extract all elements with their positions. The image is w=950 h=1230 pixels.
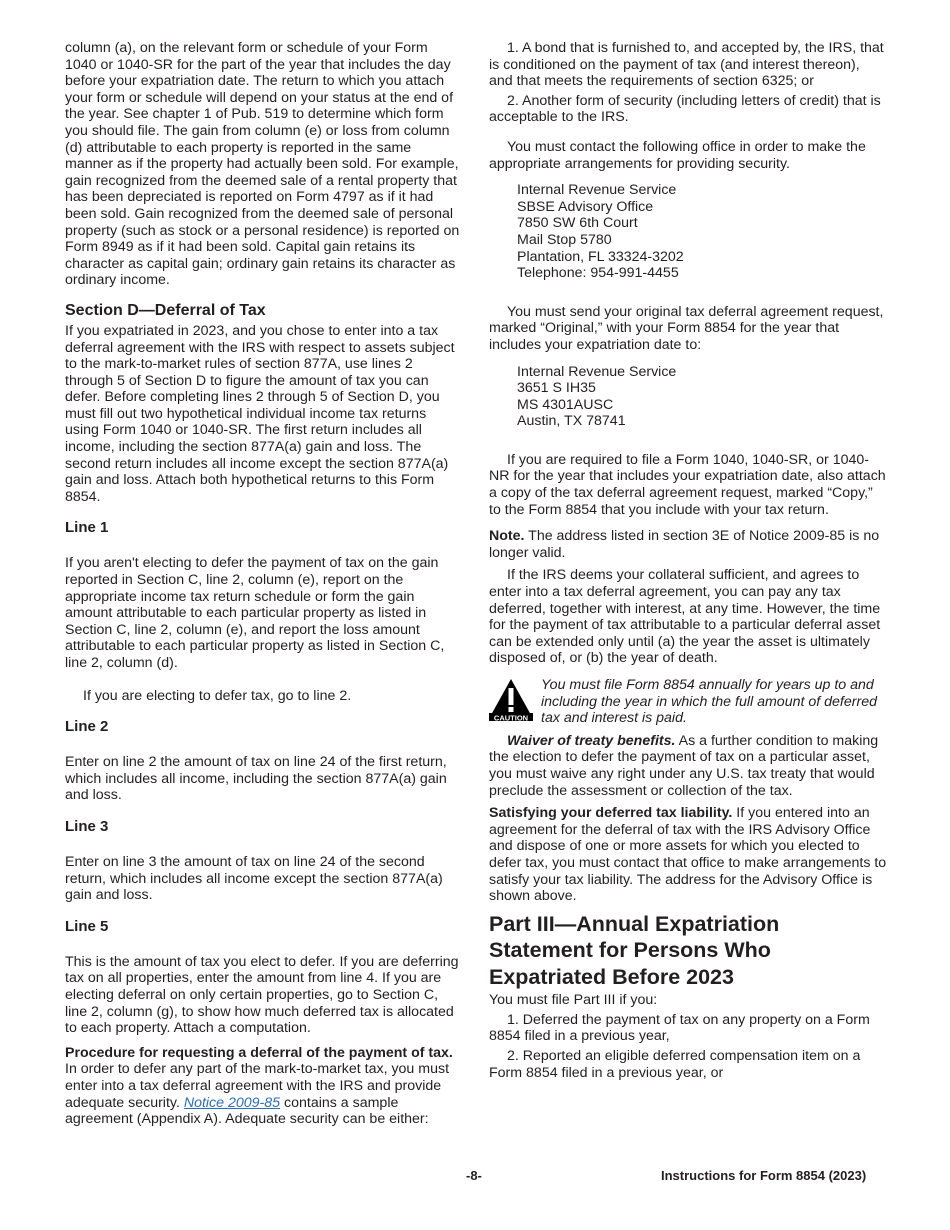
- document-title: Instructions for Form 8854 (2023): [661, 1168, 867, 1183]
- send-paragraph: You must send your original tax deferral agreement request, marked “Original,” with your Form 8854 for the year that includes your expatriation date to:: [489, 303, 884, 353]
- waiver-lead: Waiver of treaty benefits.: [507, 732, 676, 749]
- right-column: [489, 40, 887, 1087]
- required-paragraph: If you are required to file a Form 1040, 1040-SR, or 1040-NR for the year that includes your expatriation date, also attach a copy of the tax deferral agreement request, marked “Copy,” to the Form 8854 that you include with your tax return.: [489, 451, 886, 518]
- satisfy-paragraph: [489, 805, 887, 905]
- line2-paragraph: Enter on line 2 the amount of tax on line 24 of the first return, which includes all income, including the section 877A(a) gain and loss.: [65, 754, 447, 804]
- waiver-text: As a further condition to making the election to defer the payment of tax on a particular asset, you must waive any right under any U.S. tax treaty that would preclude the assessment or collection of the tax.: [489, 732, 879, 799]
- address-line: Internal Revenue Service: [517, 363, 677, 380]
- note-text: The address listed in section 3E of Notice 2009-85 is no longer valid.: [489, 528, 880, 561]
- line3-paragraph: Enter on line 3 the amount of tax on line 24 of the second return, which includes all income except the section 877A(a) gain and loss.: [65, 853, 443, 904]
- page-number: -8-: [466, 1168, 482, 1183]
- satisfy-lead: Satisfying your deferred tax liability.: [489, 805, 733, 822]
- collateral-paragraph: If the IRS deems your collateral sufficient, and agrees to enter into a tax deferral agreement, you can pay any tax deferred, together with interest, at any time. However, the time for the payment of tax attributable to a particular deferral asset can be extended only until (a) the year the asset is ultimately disposed of, or (b) the year of death.: [489, 567, 881, 667]
- satisfy-text: If you entered into an agreement for the deferral of tax with the IRS Advisory Office and dispose of one or more assets for which you elected to defer tax, you must contact that office to make arrangements to satisfy your tax liability. The address for the Advisory Office is shown above.: [489, 805, 887, 905]
- caution-text: You must file Form 8854 annually for years up to and including the year in which the full amount of deferred tax and interest is paid.: [541, 677, 877, 727]
- part3-item-1: 1. Deferred the payment of tax on any property on a Form 8854 filed in a previous year,: [489, 1011, 870, 1045]
- line1-paragraph: If you aren't electing to defer the payment of tax on the gain reported in Section C, line 2, column (e), report on the appropriate income tax return schedule or form the gain amount attributable to each particular property as listed in Section C, line 2, column (e), and report the loss amount attributable to each particular property as listed in Section C, line 2, column (d).: [65, 555, 445, 671]
- caution-label: CAUTION: [493, 713, 529, 721]
- notice-2009-85-link[interactable]: Notice 2009-85: [183, 1094, 281, 1111]
- contact-paragraph: You must contact the following office in order to make the appropriate arrangements for providing security.: [489, 138, 866, 172]
- note-lead: Note.: [489, 528, 525, 545]
- austin-address: [517, 364, 887, 430]
- address-line: Telephone: 954-991-4455: [517, 265, 679, 282]
- note-paragraph: [489, 528, 887, 561]
- left-column: [65, 40, 463, 1134]
- security-item-2: 2. Another form of security (including letters of credit) that is acceptable to the IRS.: [489, 92, 881, 126]
- line2-heading: Line 2: [65, 718, 109, 736]
- address-line: 7850 SW 6th Court: [517, 215, 638, 232]
- waiver-paragraph: [489, 733, 887, 799]
- procedure-text-1: In order to defer any part of the mark-to-market tax, you must enter into a tax deferral agreement with the IRS and provide adequate security.: [65, 1061, 450, 1111]
- intro-paragraph: column (a), on the relevant form or schedule of your Form 1040 or 1040-SR for the part of the year that includes the day before your expatriation date. The return to which you attach your form or schedule will depend on your status at the end of the year. See chapter 1 of Pub. 519 to determine which form you should file. The gain from column (e) or loss from column (d) attributable to each property is reported in the same manner as if the property had actually been sold. For example, gain recognized from the deemed sale of a rental property that has been depreciated is reported on Form 4797 as if it had been sold. Gain recognized from the deemed sale of personal property (such as stock or a personal residence) is reported on Form 8949 as if it had been sold. Capital gain retains its character as capital gain; ordinary gain retains its character as ordinary income.: [65, 40, 460, 289]
- caution-icon: [489, 677, 533, 727]
- address-line: 3651 S IH35: [517, 380, 596, 397]
- address-line: Mail Stop 5780: [517, 231, 612, 248]
- procedure-paragraph: [65, 1045, 463, 1128]
- part3-item-2: 2. Reported an eligible deferred compensation item on a Form 8854 filed in a previous year, or: [489, 1048, 861, 1081]
- section-d-paragraph: If you expatriated in 2023, and you chose to enter into a tax deferral agreement with the IRS with respect to assets subject to the mark-to-market rules of section 877A, use lines 2 through 5 of Section D to figure the amount of tax you can defer. Before completing lines 2 through 5 of Section D, you must fill out two hypothetical individual income tax returns using Form 1040 or 1040-SR. The first return includes all income, including the section 877A(a) gain and loss. The second return includes all income except the section 877A(a) gain and loss. Attach both hypothetical returns to this Form 8854.: [65, 322, 455, 505]
- advisory-office-address: [517, 182, 887, 282]
- caution-box: [489, 677, 887, 727]
- procedure-text-2: contains a sample agreement (Appendix A). Adequate security can be either:: [65, 1094, 429, 1128]
- line1-note: If you are electing to defer tax, go to line 2.: [83, 687, 352, 704]
- address-line: MS 4301AUSC: [517, 396, 614, 413]
- line3-heading: Line 3: [65, 817, 109, 835]
- line1-heading: Line 1: [65, 519, 109, 537]
- procedure-lead: Procedure for requesting a deferral of the payment of tax.: [65, 1044, 453, 1061]
- address-line: Internal Revenue Service: [517, 182, 677, 199]
- address-line: Plantation, FL 33324-3202: [517, 248, 684, 265]
- security-item-1: 1. A bond that is furnished to, and accepted by, the IRS, that is conditioned on the payment of tax (and interest thereon), and that meets the requirements of section 6325; or: [489, 40, 884, 90]
- address-line: Austin, TX 78741: [517, 413, 626, 430]
- part3-heading: Part III—Annual Expatriation Statement for Persons Who Expatriated Before 2023: [489, 911, 780, 989]
- section-d-heading: Section D—Deferral of Tax: [65, 301, 266, 319]
- address-line: SBSE Advisory Office: [517, 198, 654, 215]
- line5-heading: Line 5: [65, 917, 109, 935]
- line5-paragraph: This is the amount of tax you elect to defer. If you are deferring tax on all properties, enter the amount from line 4. If you are electing deferral on only certain properties, go to Section C, line 2, column (g), to show how much deferred tax is allocated to each property. Attach a computation.: [65, 953, 459, 1037]
- part3-intro: You must file Part III if you:: [489, 992, 658, 1009]
